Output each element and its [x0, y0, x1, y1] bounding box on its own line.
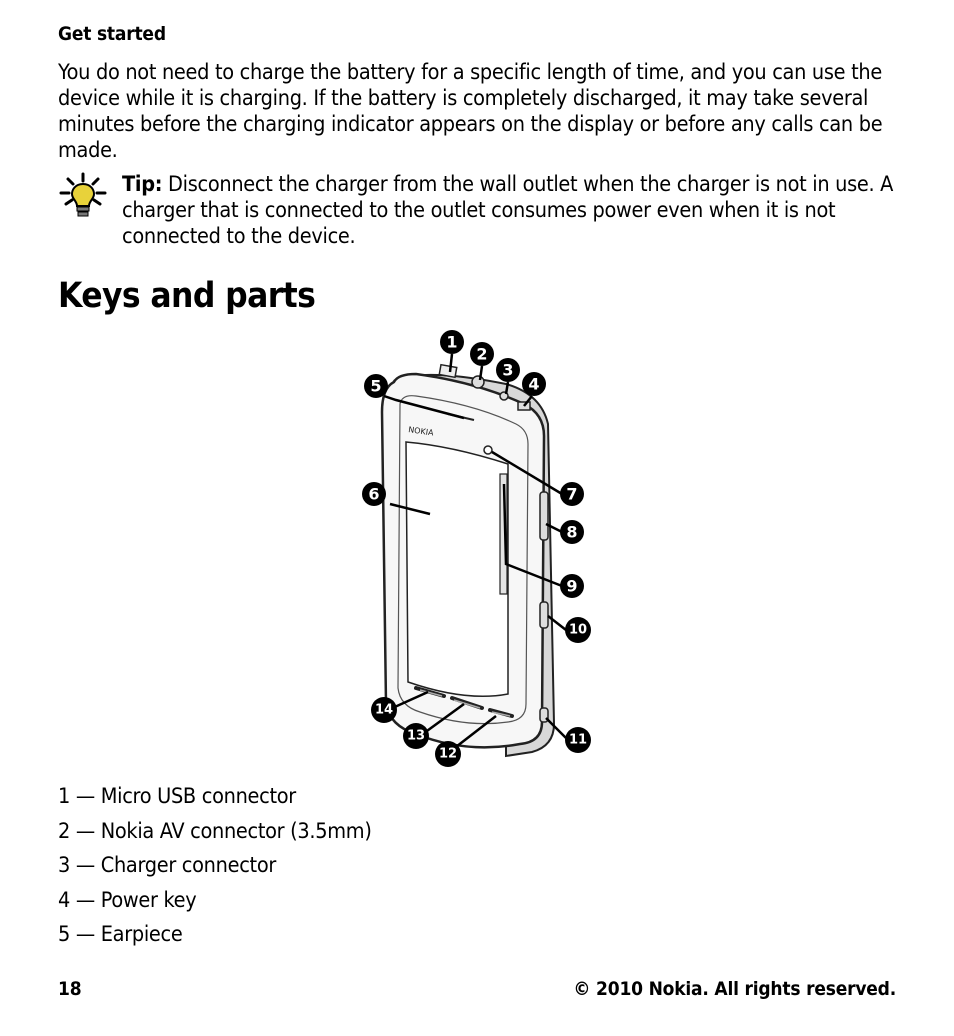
callout-3 [496, 358, 520, 382]
phone-diagram [356, 324, 602, 772]
list-item: 5 — Earpiece [58, 922, 183, 948]
callout-8 [560, 520, 584, 544]
list-item: 1 — Micro USB connector [58, 784, 296, 809]
section-title: Get started [58, 23, 166, 45]
svg-text:11: 11 [568, 732, 588, 748]
copyright: © 2010 Nokia. All rights reserved. [573, 978, 896, 1000]
svg-text:2: 2 [476, 344, 488, 364]
callout-2 [470, 342, 494, 366]
tip-label: Tip: [122, 172, 163, 197]
svg-text:10: 10 [568, 622, 588, 638]
callout-5 [364, 374, 388, 398]
svg-text:NOKIA: NOKIA [407, 425, 435, 438]
svg-text:5: 5 [370, 376, 382, 396]
svg-text:12: 12 [438, 746, 458, 762]
callout-6 [362, 482, 386, 506]
svg-text:1: 1 [446, 332, 458, 352]
callout-7 [560, 482, 584, 506]
phone-illustration [382, 365, 554, 756]
svg-text:3: 3 [502, 360, 514, 380]
callout-9 [560, 574, 584, 598]
page-number: 18 [58, 978, 82, 1000]
callout-11 [565, 727, 591, 753]
tip-text [122, 172, 900, 250]
intro-paragraph: You do not need to charge the battery for a specific length of time, and you can use the device while it is charging. If the battery is completely discharged, it may take several minutes before the charging indicator appears on the display or before any calls can be made. [58, 60, 883, 163]
callout-4 [522, 372, 546, 396]
parts-list [58, 782, 372, 955]
page-heading: Keys and parts [58, 276, 316, 316]
svg-text:8: 8 [566, 522, 578, 542]
svg-text:14: 14 [374, 702, 394, 718]
svg-text:6: 6 [368, 484, 380, 504]
svg-text:7: 7 [566, 484, 578, 504]
callout-13 [403, 723, 429, 749]
svg-text:13: 13 [406, 728, 426, 744]
tip-body: Disconnect the charger from the wall outlet when the charger is not in use. A charger that is connected to the outlet consumes power even when it is not connected to the device. [122, 172, 894, 249]
callout-12 [435, 741, 461, 767]
callout-1 [440, 330, 464, 354]
list-item: 3 — Charger connector [58, 853, 276, 879]
lightbulb-icon [58, 172, 108, 222]
list-item: 4 — Power key [58, 887, 197, 913]
list-item: 2 — Nokia AV connector (3.5mm) [58, 818, 372, 844]
svg-text:9: 9 [566, 576, 578, 596]
callout-10 [565, 617, 591, 643]
callout-14 [371, 697, 397, 723]
svg-text:4: 4 [528, 374, 540, 394]
